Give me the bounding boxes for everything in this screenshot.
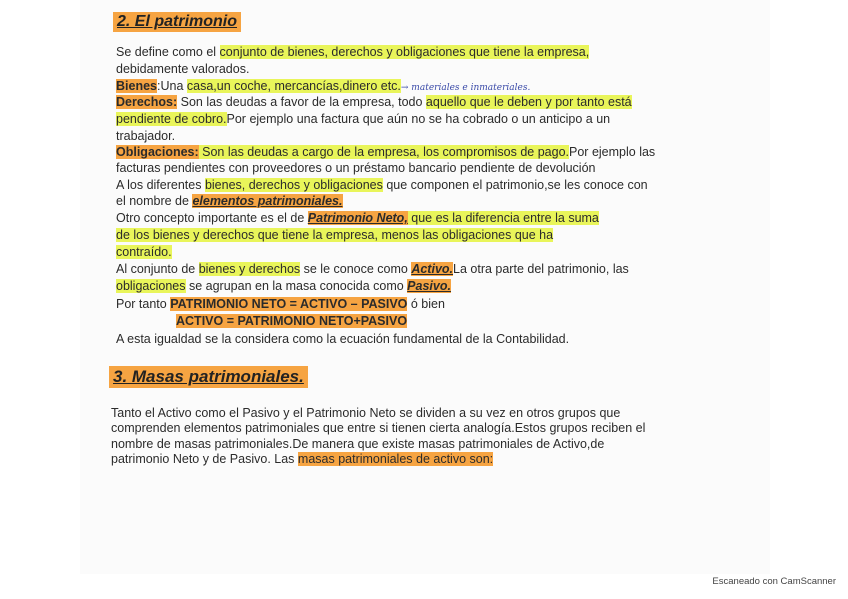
text: Otro concepto importante es el de xyxy=(116,211,308,225)
definition-line-1 xyxy=(116,45,589,60)
highlight: bienes y derechos xyxy=(198,262,301,276)
text: patrimonio Neto y de Pasivo. Las xyxy=(111,452,298,466)
highlight: contraído. xyxy=(116,245,172,259)
derechos-line-1 xyxy=(116,95,632,110)
text: Son las deudas a favor de la empresa, todo xyxy=(177,95,426,109)
text: Al conjunto de xyxy=(116,262,199,276)
highlight: que es la diferencia entre la suma xyxy=(407,211,599,225)
text: La otra parte del patrimonio, las xyxy=(453,262,629,276)
highlight: obligaciones xyxy=(116,279,186,293)
highlight: Son las deudas a cargo de la empresa, los compromisos de pago. xyxy=(198,145,570,159)
patrimonio-neto-term: Patrimonio Neto, xyxy=(307,211,408,225)
text: comprenden elementos patrimoniales que entre si tienen cierta analogía.Estos grupos reciben el xyxy=(111,421,646,435)
equation-1: PATRIMONIO NETO = ACTIVO – PASIVO xyxy=(170,297,408,311)
highlight: de los bienes y derechos que tiene la empresa, menos las obligaciones que ha xyxy=(116,228,554,242)
section-title-masas: 3. Masas patrimoniales. xyxy=(109,366,308,388)
text: : xyxy=(157,79,161,93)
masas-line-3 xyxy=(111,437,604,452)
activo-line-1 xyxy=(116,262,629,277)
text: A los diferentes xyxy=(116,178,205,192)
text: Por ejemplo las xyxy=(569,145,656,159)
equation-line-3 xyxy=(116,332,569,347)
text: Se define como el xyxy=(116,45,220,59)
highlight: masas patrimoniales de activo son: xyxy=(297,452,494,466)
text: se agrupan en la masa conocida como xyxy=(185,279,408,293)
obligaciones-line-2 xyxy=(116,161,596,176)
masas-line-4 xyxy=(111,452,493,467)
elementos-line-1 xyxy=(116,178,648,193)
text: A esta igualdad se la considera como la ecuación fundamental de la Contabilidad. xyxy=(116,332,570,346)
text: Por tanto xyxy=(116,297,171,311)
obligaciones-term: Obligaciones: xyxy=(116,145,199,159)
text: trabajador. xyxy=(116,129,176,143)
definition-line-2 xyxy=(116,62,249,77)
neto-line-1 xyxy=(116,211,599,226)
highlight: bienes, derechos y obligaciones xyxy=(204,178,383,192)
equation-line-1 xyxy=(116,297,445,312)
activo-term: Activo. xyxy=(411,262,454,276)
masas-line-2 xyxy=(111,421,645,436)
obligaciones-line-1 xyxy=(116,145,655,160)
highlight: casa,un coche, mercancías,dinero etc. xyxy=(186,79,401,93)
pasivo-term: Pasivo. xyxy=(407,279,451,293)
text: nombre de masas patrimoniales.De manera que existe masas patrimoniales de Activo,de xyxy=(111,437,605,451)
neto-line-3 xyxy=(116,245,172,260)
scanner-footer: Escaneado con CamScanner xyxy=(712,576,836,587)
elementos-term: elementos patrimoniales. xyxy=(192,194,343,208)
text: el nombre de xyxy=(116,194,193,208)
derechos-term: Derechos: xyxy=(116,95,178,109)
text: Por ejemplo una factura que aún no se ha cobrado o un anticipo a un xyxy=(226,112,611,126)
bienes-term: Bienes xyxy=(116,79,157,93)
highlight: pendiente de cobro. xyxy=(116,112,227,126)
text: que componen el patrimonio,se les conoce con xyxy=(382,178,648,192)
bienes-line xyxy=(116,79,530,96)
derechos-line-2 xyxy=(116,112,610,127)
equation-2: ACTIVO = PATRIMONIO NETO+PASIVO xyxy=(176,314,408,328)
handwritten-note: → materiales e inmateriales. xyxy=(400,83,531,93)
section-title-patrimonio: 2. El patrimonio xyxy=(113,12,241,32)
derechos-line-3 xyxy=(116,129,175,144)
text: Una xyxy=(160,79,187,93)
text: debidamente valorados. xyxy=(116,62,250,76)
text: facturas pendientes con proveedores o un préstamo bancario pendiente de devolución xyxy=(116,161,596,175)
highlight: conjunto de bienes, derechos y obligaciones que tiene la empresa, xyxy=(219,45,590,59)
text: se le conoce como xyxy=(300,262,412,276)
highlight: aquello que le deben y por tanto está xyxy=(425,95,632,109)
neto-line-2 xyxy=(116,228,553,243)
equation-line-2 xyxy=(176,314,407,329)
text: Tanto el Activo como el Pasivo y el Patrimonio Neto se dividen a su vez en otros grupos que xyxy=(111,406,621,420)
elementos-line-2 xyxy=(116,194,343,209)
activo-line-2 xyxy=(116,279,451,294)
masas-line-1 xyxy=(111,406,620,421)
text: ó bien xyxy=(407,297,445,311)
